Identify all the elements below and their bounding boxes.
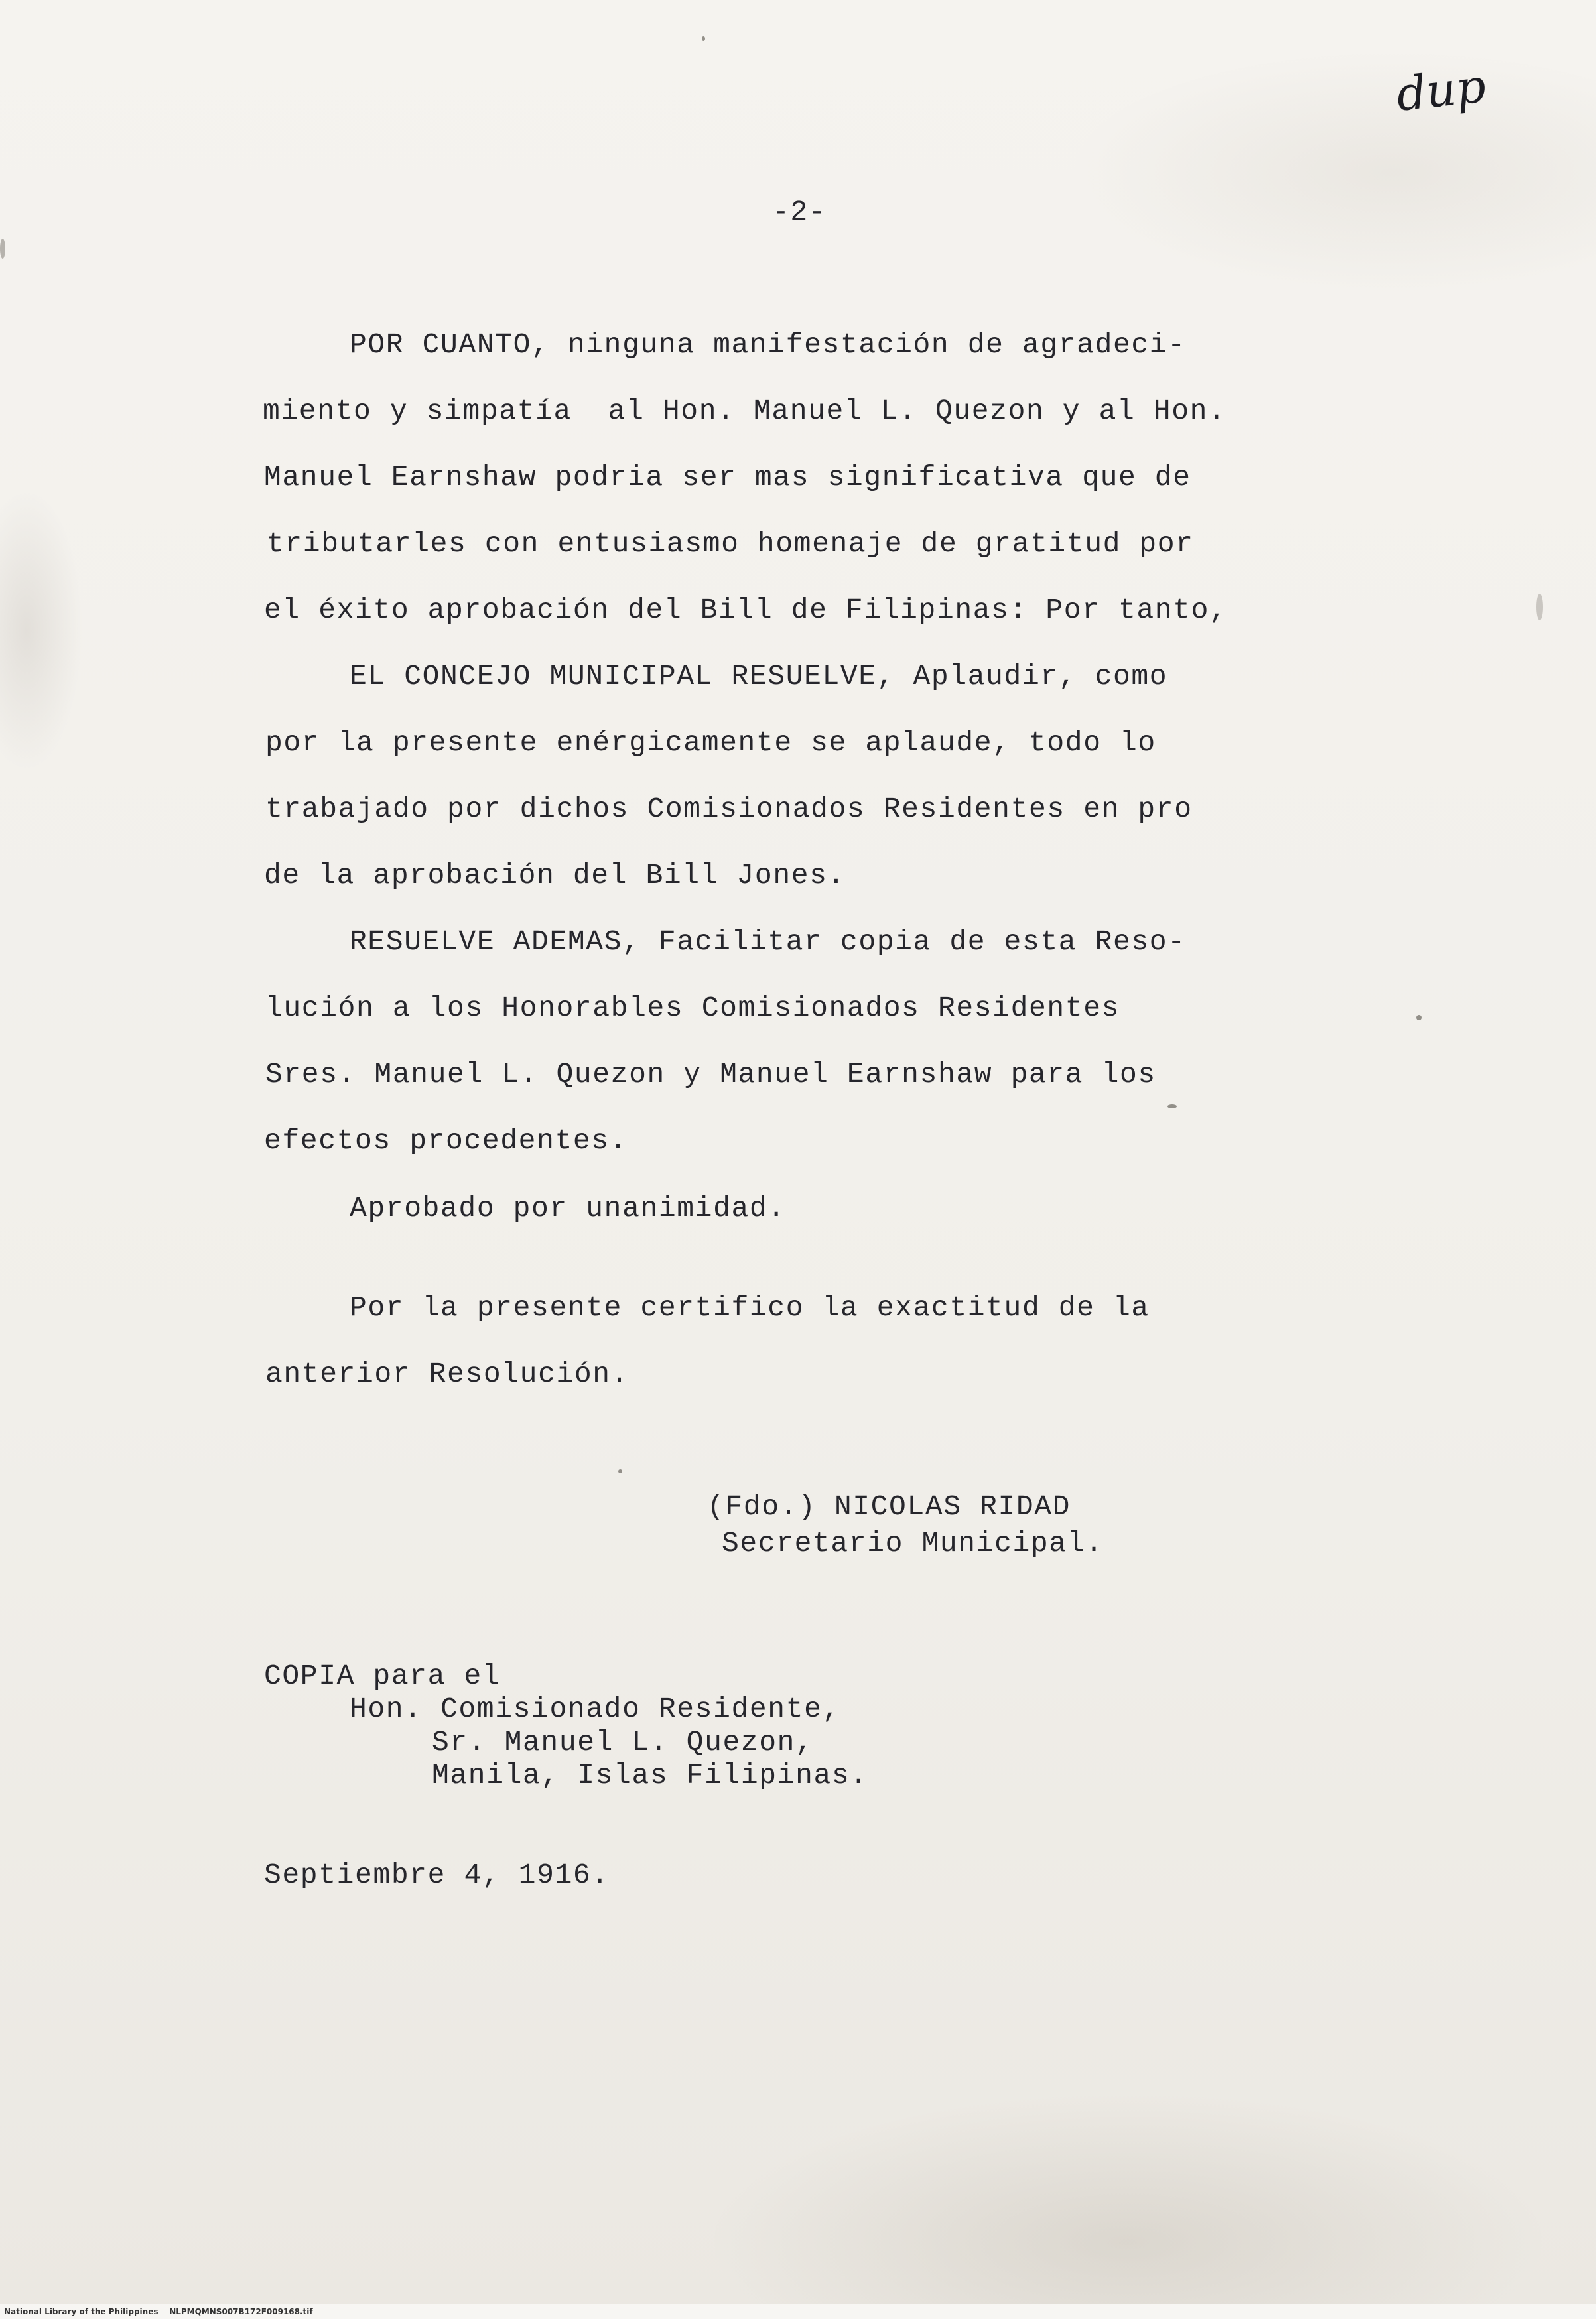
paragraph-line: por la presente enérgicamente se aplaude, todo lo <box>265 726 1156 759</box>
signature-name: (Fdo.) NICOLAS RIDAD <box>707 1491 1071 1523</box>
footer-strip <box>0 2304 1596 2319</box>
paragraph-line: EL CONCEJO MUNICIPAL RESUELVE, Aplaudir, como <box>350 660 1168 693</box>
paragraph-line: lución a los Honorables Comisionados Residentes <box>265 992 1120 1024</box>
paragraph-line: trabajado por dichos Comisionados Residentes en pro <box>265 793 1193 825</box>
paper-speck <box>702 36 705 41</box>
paper-speck <box>1416 1015 1422 1020</box>
paragraph-line: el éxito aprobación del Bill de Filipinas: Por tanto, <box>264 594 1228 626</box>
copy-to-line: Manila, Islas Filipinas. <box>432 1759 868 1792</box>
paper-speck <box>618 1469 622 1473</box>
copy-to-line: Sr. Manuel L. Quezon, <box>432 1726 814 1758</box>
page-number: -2- <box>772 196 827 228</box>
paragraph-line: tributarles con entusiasmo homenaje de gratitud por <box>267 527 1194 560</box>
paragraph-line: anterior Resolución. <box>265 1358 630 1390</box>
paragraph-line: de la aprobación del Bill Jones. <box>264 859 846 892</box>
footer-caption: National Library of the Philippines NLPMQMNS007B172F009168.tif <box>4 2307 313 2316</box>
paragraph-line: Sres. Manuel L. Quezon y Manuel Earnshaw para los <box>265 1058 1156 1091</box>
paragraph-line: efectos procedentes. <box>264 1124 628 1157</box>
copy-to-line: Hon. Comisionado Residente, <box>350 1693 840 1725</box>
copy-to-line: COPIA para el <box>264 1660 501 1692</box>
document-date: Septiembre 4, 1916. <box>264 1859 610 1891</box>
paragraph-line: RESUELVE ADEMAS, Facilitar copia de esta Reso- <box>350 925 1186 958</box>
paper-speck <box>1167 1104 1177 1108</box>
paragraph-line: POR CUANTO, ninguna manifestación de agradeci- <box>350 328 1186 361</box>
approval-line: Aprobado por unanimidad. <box>350 1192 786 1225</box>
paragraph-line: Manuel Earnshaw podria ser mas significativa que de <box>264 461 1191 494</box>
handwritten-annotation: dup <box>1394 58 1489 122</box>
paragraph-line: miento y simpatía al Hon. Manuel L. Quezon y al Hon. <box>263 395 1227 427</box>
paper-speck <box>0 239 5 259</box>
paper-speck <box>1536 594 1543 620</box>
paragraph-line: Por la presente certifico la exactitud de la <box>350 1292 1150 1324</box>
signature-title: Secretario Municipal. <box>722 1527 1104 1559</box>
